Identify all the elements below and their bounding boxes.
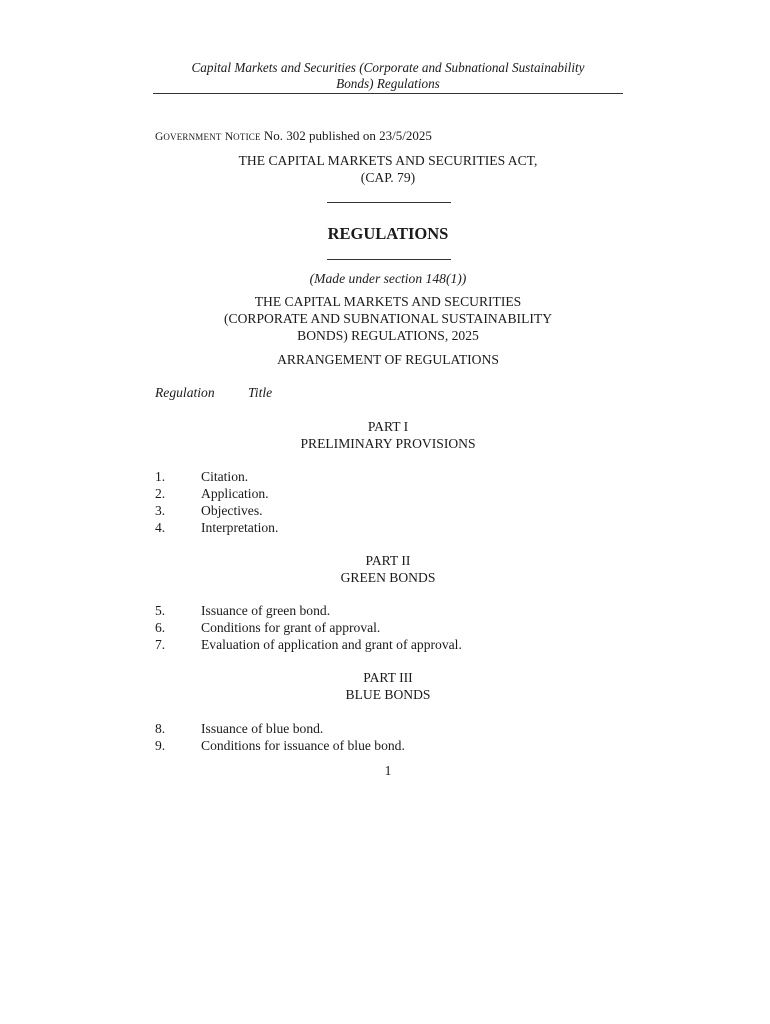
regulation-title: Application. — [201, 486, 269, 501]
notice-n: N — [224, 131, 234, 143]
regulation-list — [155, 720, 625, 754]
part-title: BLUE BONDS — [345, 687, 431, 702]
full-title-line-1: THE CAPITAL MARKETS AND SECURITIES — [254, 294, 522, 309]
regulation-number: 8. — [155, 721, 166, 736]
regulations-title: REGULATIONS — [327, 224, 449, 243]
running-header — [153, 60, 623, 94]
regulation-number: 1. — [155, 469, 166, 484]
regulation-title: Evaluation of application and grant of approval. — [201, 637, 462, 652]
regulation-number: 9. — [155, 738, 166, 753]
list-item — [155, 636, 625, 653]
regulation-title: Conditions for issuance of blue bond. — [201, 738, 405, 753]
part-label: PART I — [367, 419, 409, 434]
regulations-full-title — [153, 293, 623, 344]
arrangement-heading: ARRANGEMENT OF REGULATIONS — [277, 352, 499, 367]
regulation-title: Issuance of green bond. — [201, 603, 331, 618]
page-number: 1 — [384, 763, 392, 778]
list-item — [155, 502, 625, 519]
regulation-title: Issuance of blue bond. — [201, 721, 324, 736]
part-label: PART II — [365, 553, 411, 568]
notice-overnment: OVERNMENT — [163, 132, 222, 142]
regulation-list — [155, 602, 625, 653]
full-title-line-2: (CORPORATE AND SUBNATIONAL SUSTAINABILITY — [223, 311, 553, 326]
regulation-number: 3. — [155, 503, 166, 518]
column-heading-regulation: Regulation — [155, 385, 215, 400]
regulation-title: Conditions for grant of approval. — [201, 620, 381, 635]
list-item — [155, 602, 625, 619]
list-item — [155, 720, 625, 737]
part-heading — [153, 669, 623, 703]
act-title — [153, 152, 623, 186]
act-title-line-2: (CAP. 79) — [360, 170, 416, 185]
part-title: PRELIMINARY PROVISIONS — [300, 436, 476, 451]
regulation-number: 5. — [155, 603, 166, 618]
regulation-number: 7. — [155, 637, 166, 652]
part-label: PART III — [363, 670, 413, 685]
list-item — [155, 519, 625, 536]
notice-otice: OTICE — [233, 132, 261, 142]
list-item — [155, 468, 625, 485]
notice-details: No. 302 published on 23/5/2025 — [263, 128, 432, 143]
part-heading — [153, 552, 623, 586]
column-heading-title: Title — [248, 385, 273, 400]
list-item — [155, 737, 625, 754]
list-item — [155, 619, 625, 636]
regulation-list — [155, 468, 625, 536]
regulation-title: Interpretation. — [201, 520, 279, 535]
list-item — [155, 485, 625, 502]
running-header-line-1: Capital Markets and Securities (Corporate and Subnational Sustainability — [191, 60, 585, 75]
government-notice — [155, 128, 432, 144]
part-heading — [153, 418, 623, 452]
regulation-title: Citation. — [201, 469, 249, 484]
made-under-section: (Made under section 148(1)) — [309, 271, 467, 286]
regulation-number: 6. — [155, 620, 166, 635]
regulation-number: 4. — [155, 520, 166, 535]
divider-rule — [327, 259, 451, 260]
divider-rule — [327, 202, 451, 203]
column-headings — [155, 385, 273, 401]
notice-g: G — [155, 131, 164, 143]
part-title: GREEN BONDS — [340, 570, 436, 585]
act-title-line-1: THE CAPITAL MARKETS AND SECURITIES ACT, — [238, 153, 538, 168]
regulation-title: Objectives. — [201, 503, 263, 518]
running-header-line-2: Bonds) Regulations — [336, 76, 440, 91]
full-title-line-3: BONDS) REGULATIONS, 2025 — [297, 328, 479, 343]
regulation-number: 2. — [155, 486, 166, 501]
